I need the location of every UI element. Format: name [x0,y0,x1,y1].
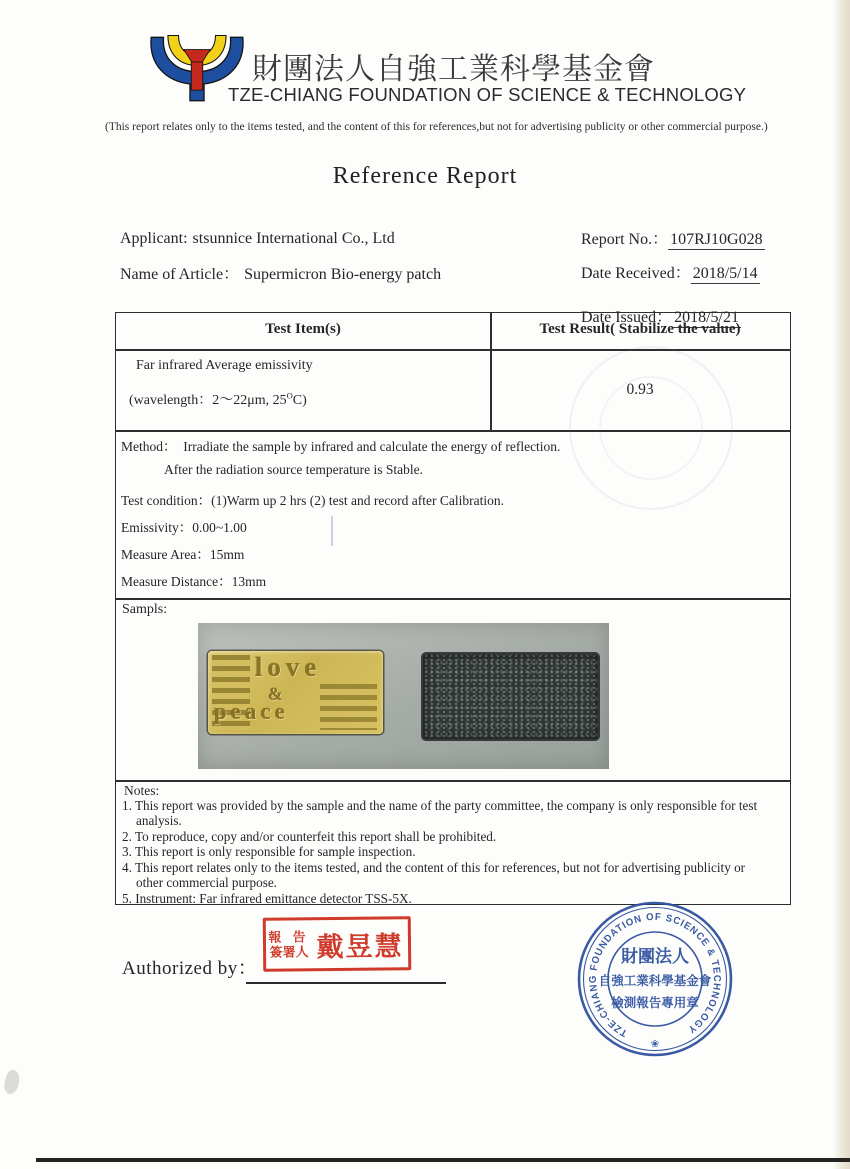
samples-photo [198,623,609,769]
red-stamp-title-row2: 簽署人 [269,943,309,960]
date-received-value: 2018/5/14 [692,265,758,282]
method-line-3: Test condition：(1)Warm up 2 hrs (2) test and record after Calibration. [121,493,504,508]
org-name-chinese: 財團法人自強工業科學基金會 [252,53,655,86]
report-no-value: 107RJ10G028 [670,231,763,248]
applicant-row [120,230,395,248]
scan-edge-bottom [36,1158,850,1162]
method-line-4: Emissivity：0.00~1.00 [121,520,247,535]
column-header-test-item: Test Item(s) [265,321,341,337]
seal-center-line2: 自強工業科學基金會 [598,974,712,988]
method-line-1: Method： Irradiate the sample by infrared and calculate the energy of reflection. [121,439,561,454]
applicant-value: stsunnice International Co., Ltd [192,230,395,247]
degree-superscript: O [286,390,293,401]
date-issued-label: Date Issued： [581,309,673,326]
embossed-seal-watermark-inner [599,376,703,480]
pen-scan-mark [331,516,333,546]
note-line-4: 4. This report relates only to the items tested, and the content of this for references, but not for advertising publicity or [122,860,746,875]
scan-edge-right [833,0,850,1169]
notes-label: Notes: [124,783,160,798]
org-name-english: TZE-CHIANG FOUNDATION OF SCIENCE & TECHNOLOGY [228,84,747,105]
date-received-row [581,260,760,283]
gold-sample-patch [208,651,383,734]
red-stamp-title [266,929,312,959]
article-label: Name of Article： [120,266,240,283]
wavelength-text: (wavelength：2～22μm, 25 [129,393,287,408]
black-sample-patch [423,654,598,739]
scan-smudge [2,1069,22,1096]
applicant-label: Applicant: [120,230,188,247]
method-line-6: Measure Distance：13mm [121,574,267,589]
note-line-4-cont: other commercial purpose. [136,875,277,890]
gold-patch-word-amp: & [268,684,283,704]
wavelength-text-end: C) [292,393,307,408]
method-line-2: After the radiation source temperature is Stable. [164,462,424,477]
test-item-line2 [129,389,307,409]
seal-center-line1: 財團法人 [621,947,689,966]
article-value: Supermicron Bio-energy patch [244,266,442,283]
signature-line [246,982,446,984]
samples-label: Sampls: [122,602,168,617]
note-line-2: 2. To reproduce, copy and/or counterfeit this report shall be prohibited. [122,829,497,844]
method-line-5: Measure Area：15mm [121,547,245,562]
table-line-method-bottom [116,598,790,600]
report-no-label: Report No.： [581,231,669,248]
seal-ring-text: TZE-CHIANG FOUNDATION OF SCIENCE & TECHNOLOGY [587,911,723,1039]
signer-red-stamp [263,916,412,972]
test-result-value: 0.93 [626,381,654,398]
gold-patch-word-love: love [255,652,322,682]
note-line-3: 3. This report is only responsible for sample inspection. [122,844,416,859]
note-line-1: 1. This report was provided by the sample and the name of the party committee, the company is only responsible for test [122,798,758,813]
date-received-label: Date Received： [581,265,691,282]
header-disclaimer: (This report relates only to the items tested, and the content of this for references,but not for advertising publicity or other commercial purpose.) [105,121,768,133]
seal-center-line3: 檢測報告專用章 [611,996,699,1010]
column-header-test-result: Test Result( Stabilize the value) [539,321,741,337]
authorized-by-label: Authorized by： [122,958,258,979]
seal-flower-icon: ❀ [650,1039,660,1050]
table-line-samples-bottom [116,780,790,782]
test-item-line1: Far infrared Average emissivity [136,358,313,373]
table-line-header-bottom [116,349,790,351]
note-line-5: 5. Instrument: Far infrared emittance detector TSS-5X. [122,891,412,906]
logo-red-stem [191,62,202,90]
document-title: Reference Report [332,163,518,189]
article-row [120,261,441,284]
foundation-blue-seal [571,895,739,1063]
note-line-1-cont: analysis. [136,813,182,828]
gold-patch-word-peace: peace [214,699,289,724]
report-no-row [581,226,765,249]
gold-patch-right-stripes [320,684,377,730]
red-stamp-title-row1: 報 告 [268,929,310,945]
red-stamp-signer-name: 戴昱慧 [316,930,404,962]
date-issued-value: 2018/5/21 [674,309,739,326]
